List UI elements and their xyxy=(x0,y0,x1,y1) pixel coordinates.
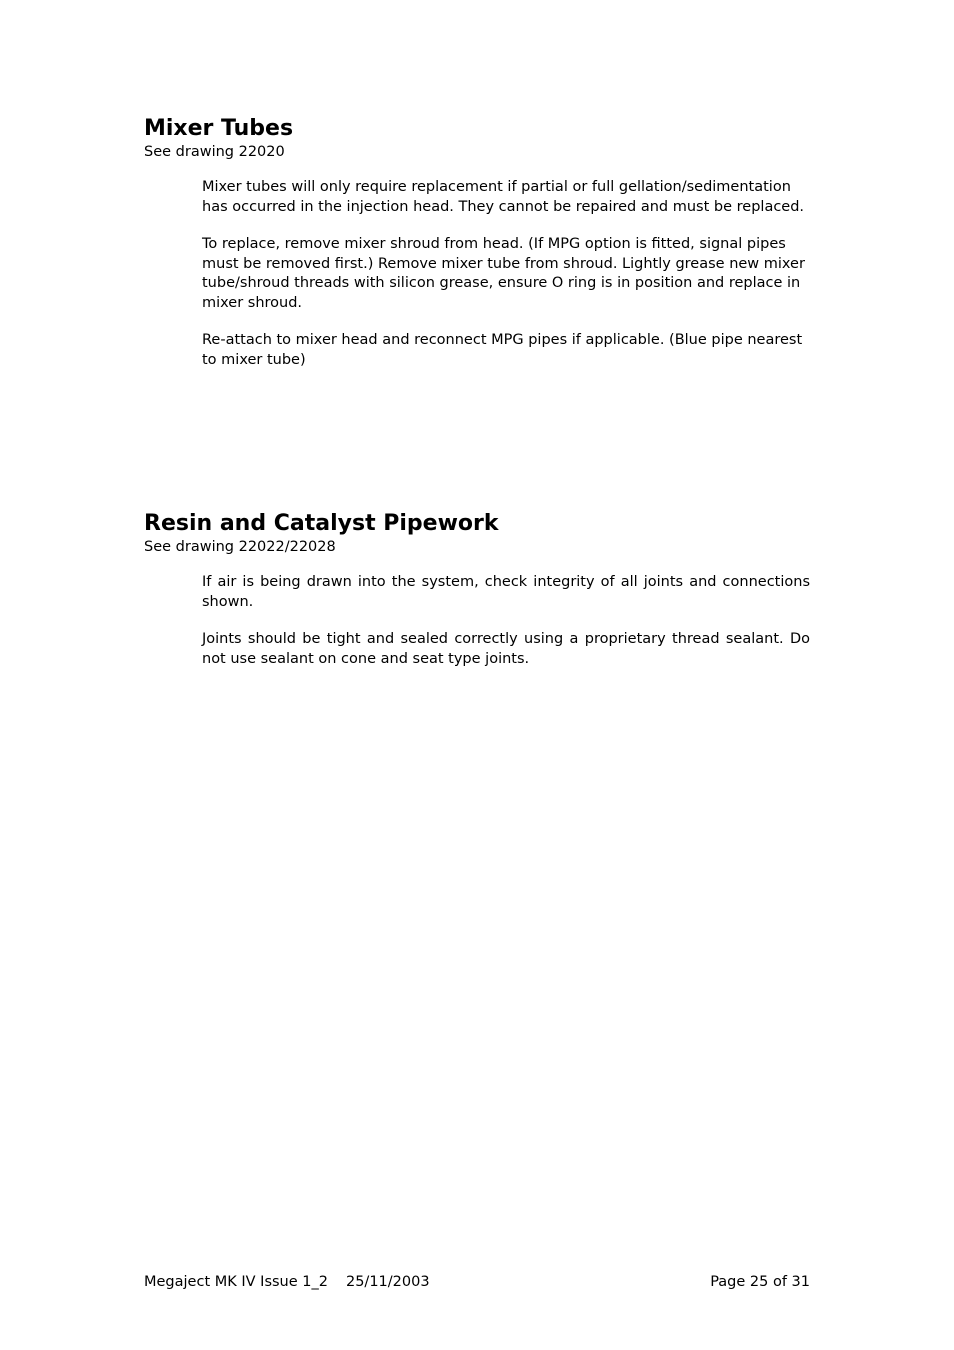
paragraph: Mixer tubes will only require replacement if partial or full gellation/sedimentation has occurred in the injection head. They cannot be repaired and must be replaced. xyxy=(202,179,805,215)
section-mixer-tubes xyxy=(144,116,810,388)
drawing-reference: See drawing 22020 xyxy=(144,144,285,160)
paragraph: Re-attach to mixer head and reconnect MPG pipes if applicable. (Blue pipe nearest to mixer tube) xyxy=(202,332,803,368)
drawing-reference: See drawing 22022/22028 xyxy=(144,539,336,555)
section-body xyxy=(202,178,810,370)
paragraph: If air is being drawn into the system, check integrity of all joints and connections shown. xyxy=(202,574,810,610)
footer-left xyxy=(144,1272,430,1292)
paragraph: To replace, remove mixer shroud from head. (If MPG option is fitted, signal pipes must be removed first.) Remove mixer tube from shroud. Lightly grease new mixer tube/shroud threads with silicon grease, ensure O ring is in position and replace in mixer shroud. xyxy=(202,236,805,311)
footer-date: 25/11/2003 xyxy=(345,1274,430,1290)
footer-page-number: Page 25 of 31 xyxy=(710,1274,810,1290)
footer-document-title: Megaject MK IV Issue 1_2 xyxy=(144,1274,328,1290)
section-title: Resin and Catalyst Pipework xyxy=(144,511,499,536)
paragraph: Joints should be tight and sealed correctly using a proprietary thread sealant. Do not use sealant on cone and seat type joints. xyxy=(202,631,810,667)
page-footer xyxy=(144,1272,810,1292)
section-resin-catalyst-pipework xyxy=(144,511,810,687)
section-body xyxy=(202,573,810,669)
section-title: Mixer Tubes xyxy=(144,116,294,141)
